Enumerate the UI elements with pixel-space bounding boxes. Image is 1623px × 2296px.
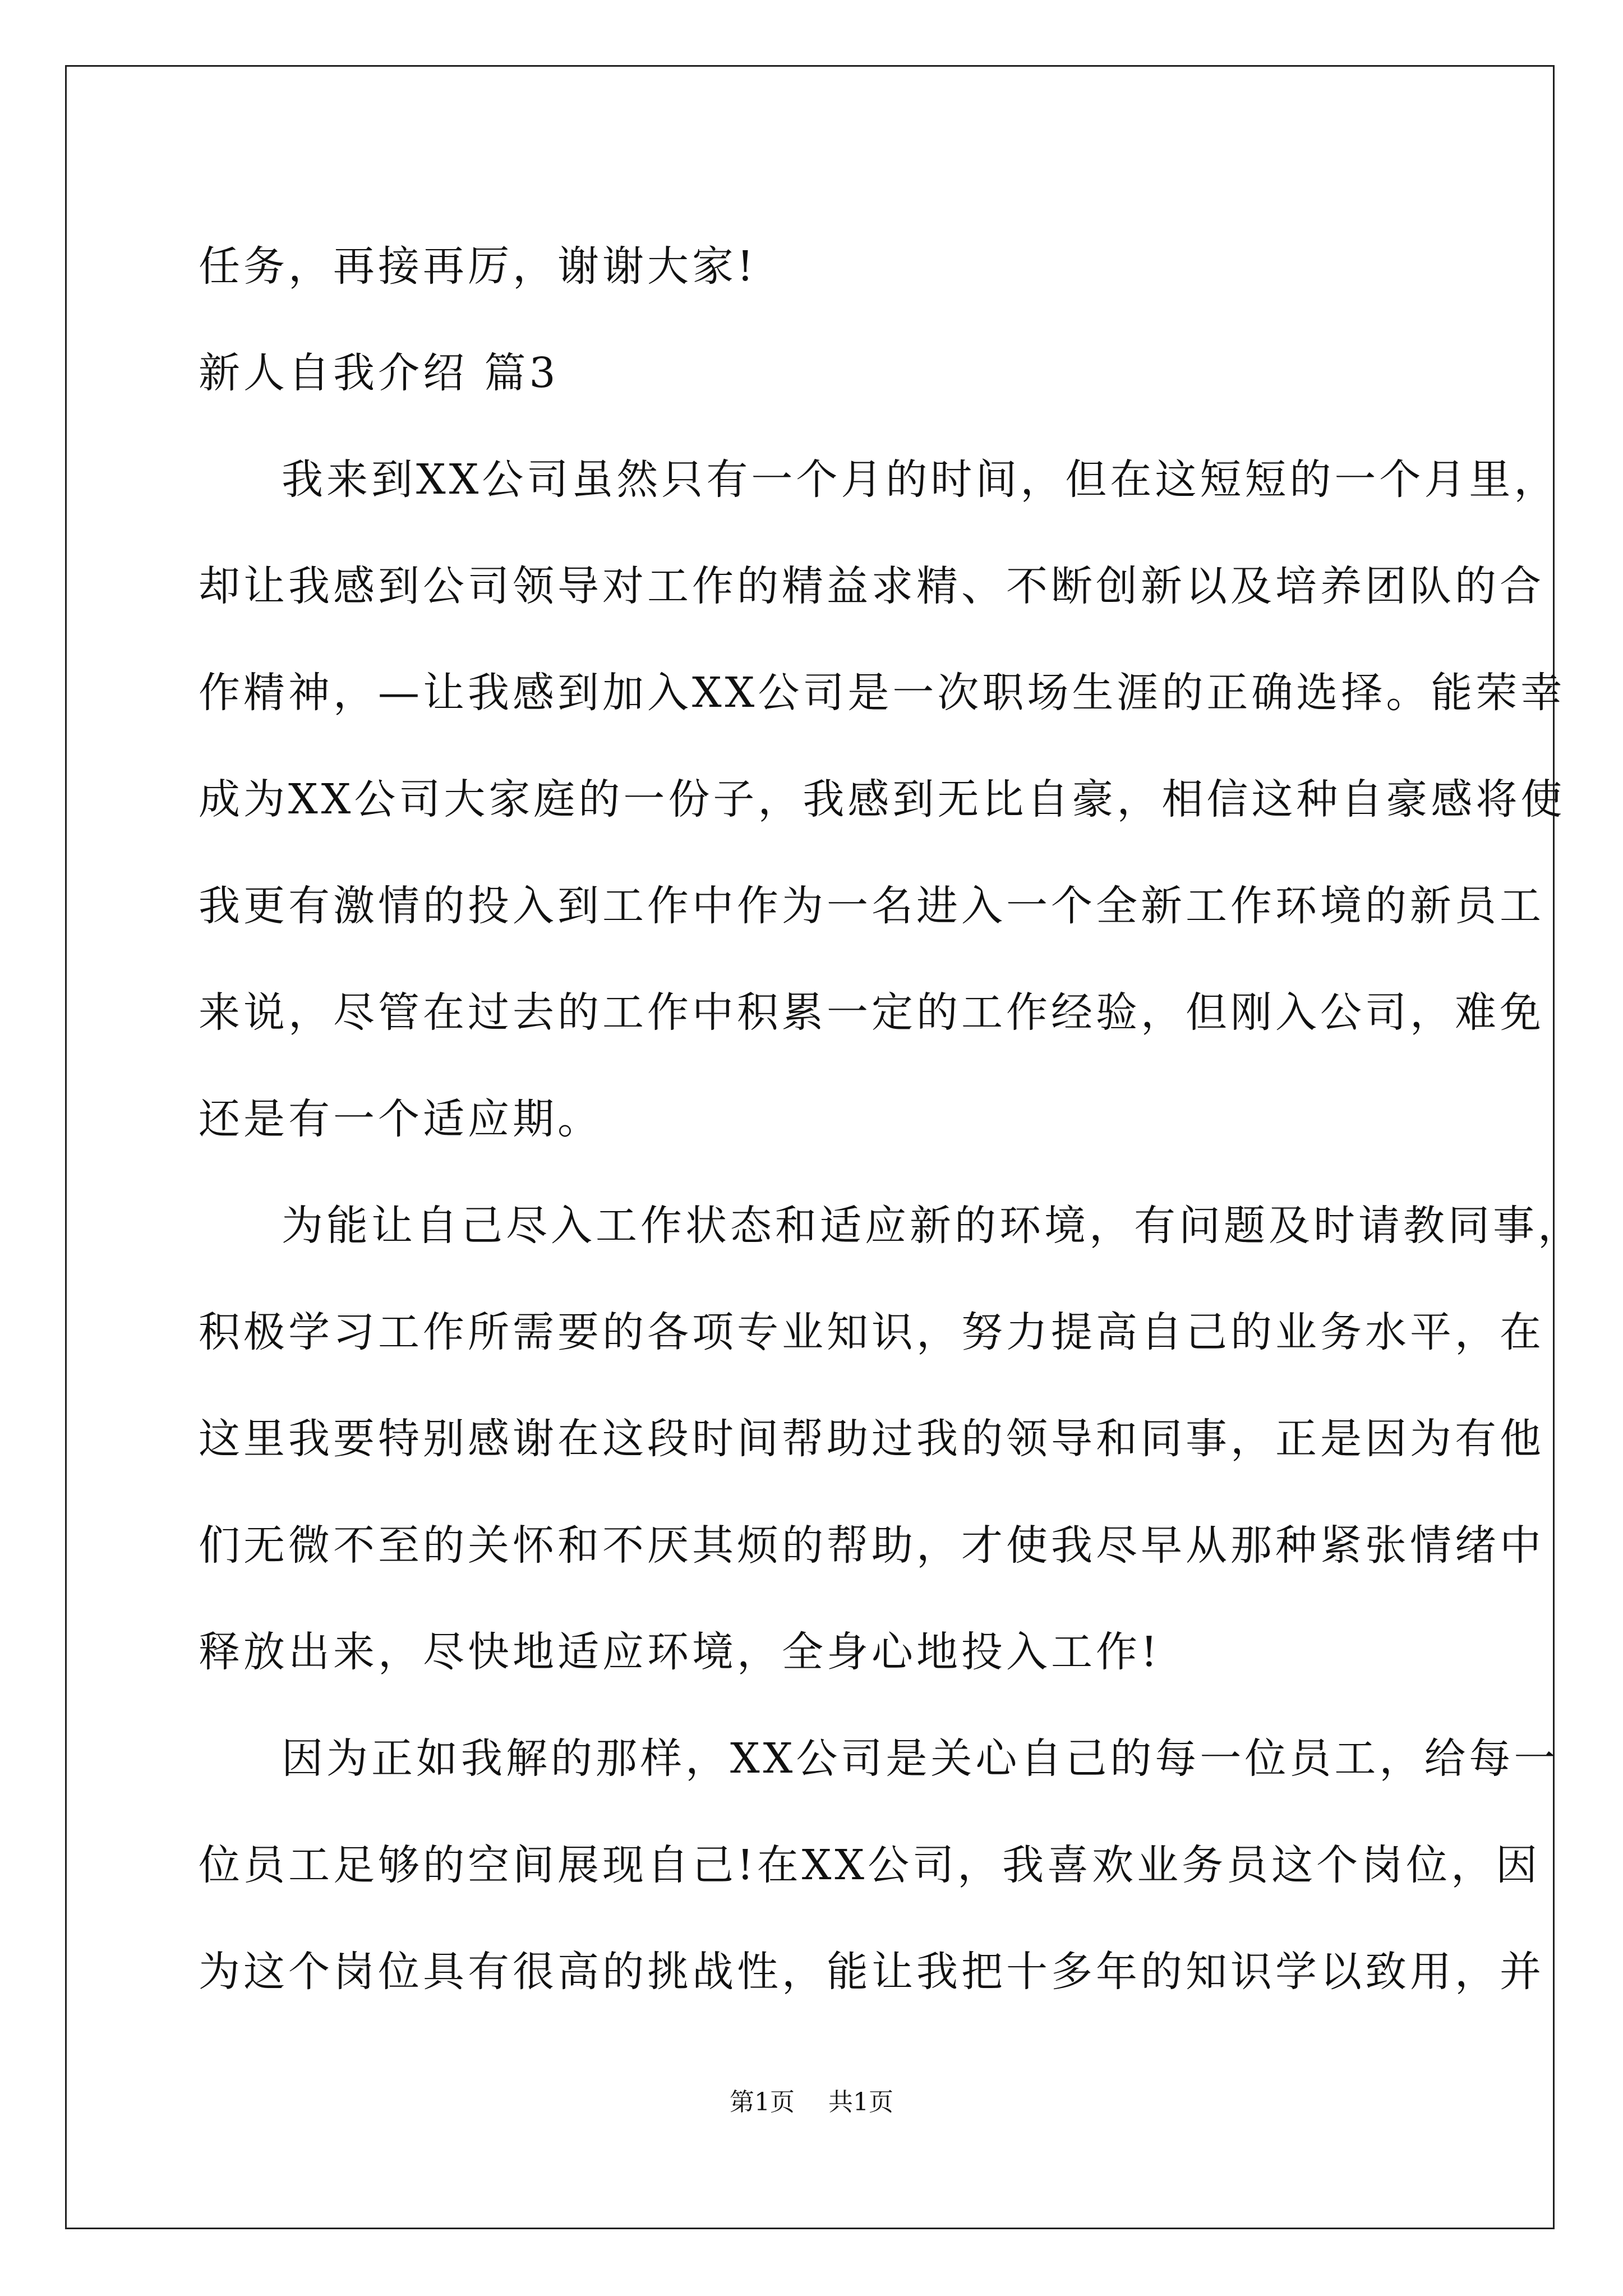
paragraph-line: 我更有激情的投入到工作中作为一名进入一个全新工作环境的新员工: [199, 882, 1544, 930]
paragraph-line: 积极学习工作所需要的各项专业知识，努力提高自己的业务水平，在: [199, 1308, 1544, 1356]
paragraph-line: 来说，尽管在过去的工作中积累一定的工作经验，但刚入公司，难免: [199, 988, 1544, 1037]
section-heading: 新人自我介绍 篇3: [199, 349, 559, 397]
paragraph-line: 因为正如我解的那样，XX公司是关心自己的每一位员工，给每一: [282, 1734, 1559, 1783]
paragraph-line: 为能让自己尽入工作状态和适应新的环境，有问题及时请教同事，: [282, 1202, 1583, 1250]
page-total: 共1页: [828, 2088, 893, 2116]
paragraph-line: 这里我要特别感谢在这段时间帮助过我的领导和同事，正是因为有他: [199, 1415, 1544, 1463]
paragraph-line: 为这个岗位具有很高的挑战性，能让我把十多年的知识学以致用，并: [199, 1948, 1544, 1996]
page-footer: [0, 2086, 1623, 2119]
paragraph-line: 成为XX公司大家庭的一份子，我感到无比自豪，相信这种自豪感将使: [199, 775, 1566, 823]
paragraph-line: 还是有一个适应期。: [199, 1095, 602, 1143]
paragraph-line: 位员工足够的空间展现自己!在XX公司，我喜欢业务员这个岗位，因: [199, 1841, 1541, 1889]
paragraph-line: 们无微不至的关怀和不厌其烦的帮助，才使我尽早从那种紧张情绪中: [199, 1521, 1544, 1570]
paragraph-line: 任务，再接再厉，谢谢大家!: [199, 242, 757, 291]
document-body: [199, 213, 1583, 2025]
paragraph-line: 却让我感到公司领导对工作的精益求精、不断创新以及培养团队的合: [199, 562, 1544, 610]
paragraph-line: 我来到XX公司虽然只有一个月的时间，但在这短短的一个月里，: [282, 455, 1559, 504]
paragraph-line: 释放出来，尽快地适应环境，全身心地投入工作!: [199, 1628, 1161, 1676]
paragraph-line: 作精神，—让我感到加入XX公司是一次职场生涯的正确选择。能荣幸: [199, 669, 1566, 717]
page-number: 第1页: [730, 2088, 795, 2116]
